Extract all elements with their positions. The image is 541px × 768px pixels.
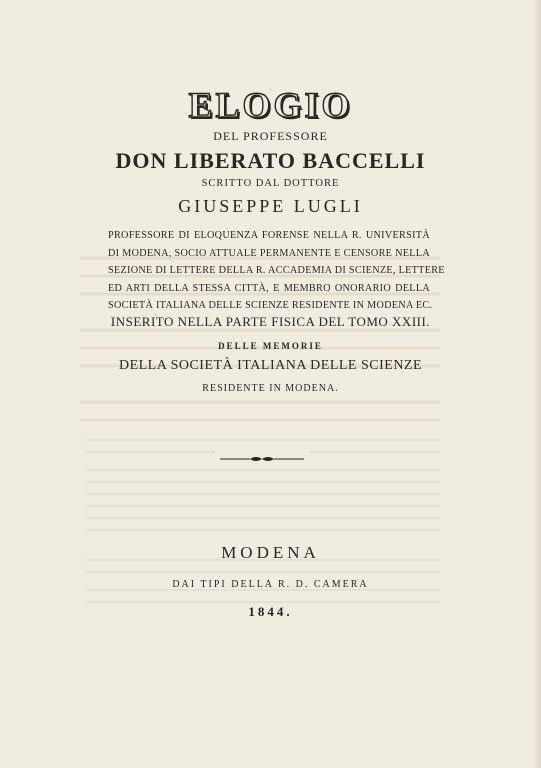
delle-memorie-line: DELLE MEMORIE: [218, 341, 323, 351]
printer-line: DAI TIPI DELLA R. D. CAMERA: [172, 579, 369, 590]
city-line: MODENA: [221, 543, 320, 562]
author-name: GIUSEPPE LUGLI: [178, 196, 363, 216]
document-title: ELOGIO: [188, 85, 353, 125]
residence-line: RESIDENTE IN MODENA.: [202, 383, 339, 394]
society-line: DELLA SOCIETÀ ITALIANA DELLE SCIENZE: [118, 358, 423, 373]
credentials-line: PROFESSORE DI ELOQUENZA FORENSE NELLA R. UNIVERSITÀ: [108, 230, 430, 241]
credentials-line: SOCIETÀ ITALIANA DELLE SCIENZE RESIDENTE IN MODENA EC.: [108, 300, 433, 312]
inserted-in-line: INSERITO NELLA PARTE FISICA DEL TOMO XXIII.: [110, 314, 431, 329]
subject-name: DON LIBERATO BACCELLI: [115, 148, 426, 173]
year-line: 1844.: [248, 604, 293, 619]
author-credentials: [108, 227, 445, 315]
credentials-line: DI MODENA, SOCIO ATTUALE PERMANENTE E CENSORE NELLA: [108, 247, 430, 259]
credentials-line: SEZIONE DI LETTERE DELLA R. ACCADEMIA DI SCIENZE, LETTERE: [108, 265, 445, 277]
written-by-line: SCRITTO DAL DOTTORE: [201, 178, 340, 189]
subtitle-line: DEL PROFESSORE: [213, 129, 328, 143]
credentials-line: ED ARTI DELLA STESSA CITTÀ, E MEMBRO ONORARIO DELLA: [108, 282, 430, 294]
rule-ornament-icon: [220, 454, 304, 464]
